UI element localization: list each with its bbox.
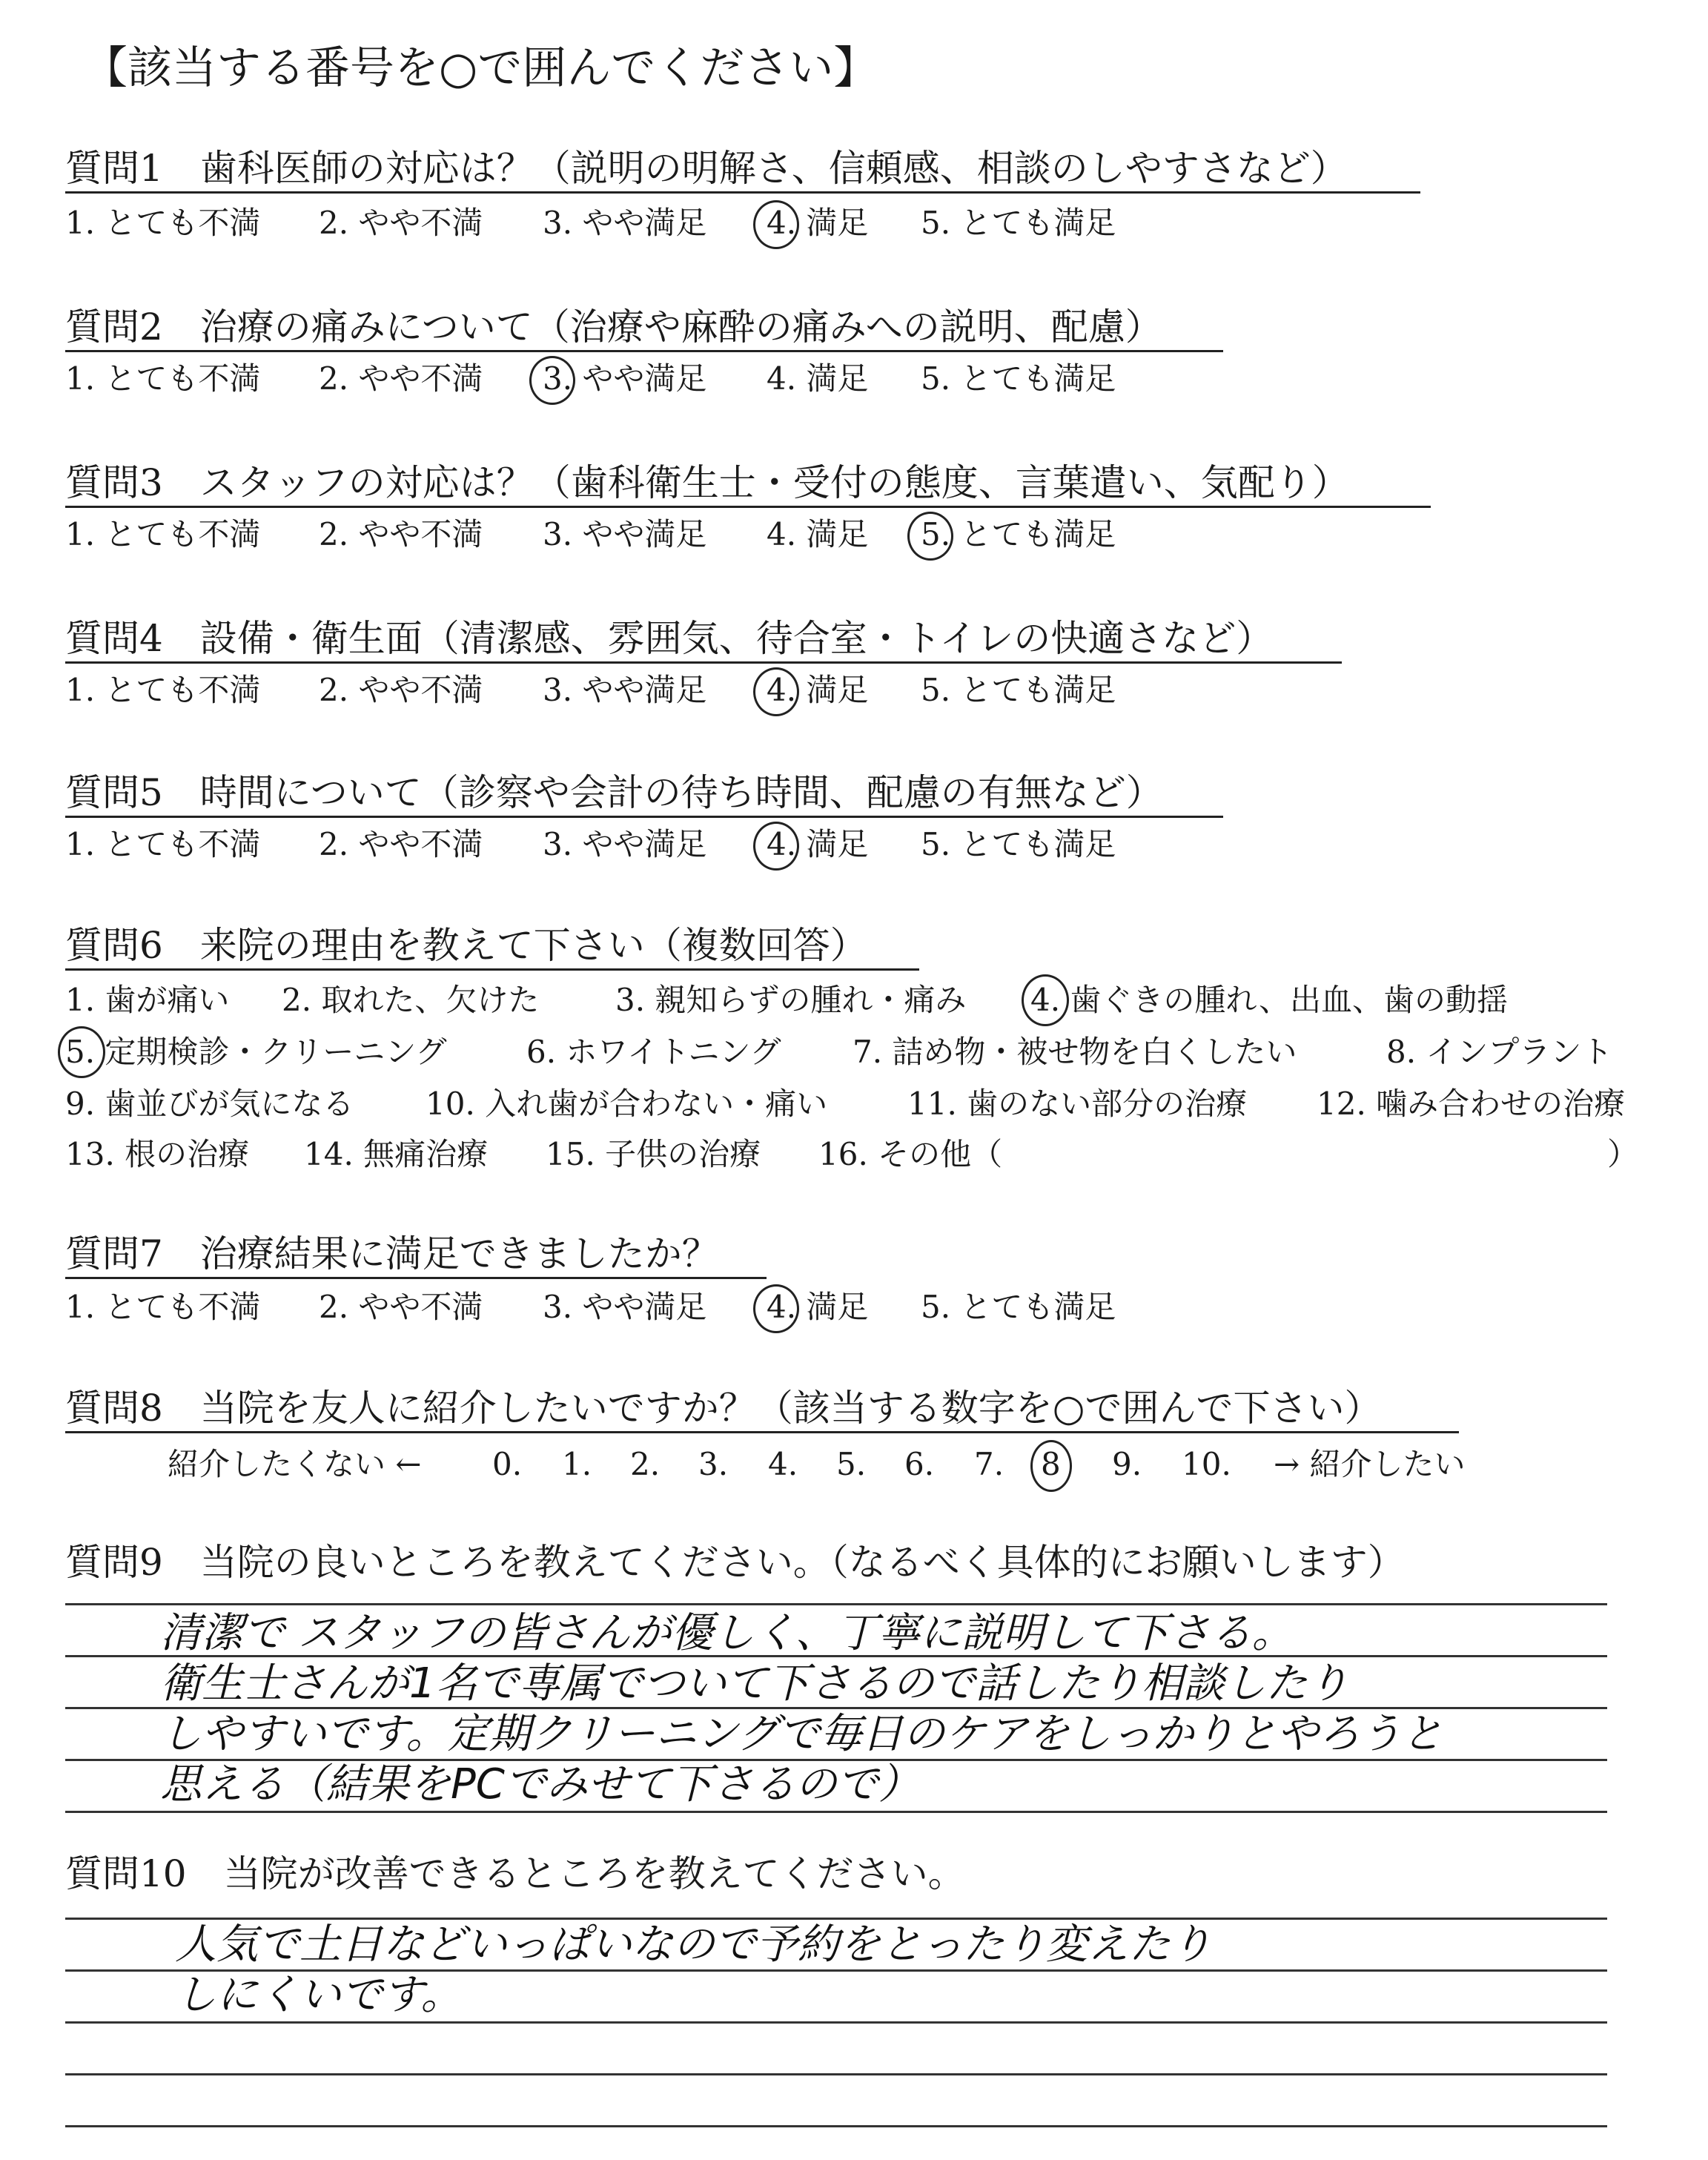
q8-scale-6[interactable]: 6. — [904, 1446, 935, 1482]
q7-option-5[interactable]: 5. とても満足 — [921, 1289, 1116, 1325]
q4-option-4[interactable]: 4. 満足 — [767, 672, 869, 708]
q4-option-5[interactable]: 5. とても満足 — [921, 672, 1116, 708]
question-3-label: 質問3 スタッフの対応は？（歯科衛生士・受付の態度、言葉遣い、気配り） — [65, 461, 1349, 504]
q6-option-9[interactable]: 9. 歯並びが気になる — [65, 1086, 354, 1122]
q4-option-2[interactable]: 2. やや不満 — [319, 672, 483, 708]
q7-option-1[interactable]: 1. とても不満 — [65, 1289, 261, 1325]
q1-selected-circle — [753, 200, 799, 249]
q9-answer-line-4[interactable]: 思える（結果をPCでみせて下さるので） — [160, 1760, 920, 1809]
q6-option-15[interactable]: 15. 子供の治療 — [546, 1136, 761, 1172]
q8-scale-10[interactable]: 10. — [1182, 1446, 1231, 1482]
instruction-heading: 【該当する番号を○で囲んでください】 — [83, 42, 878, 94]
q5-option-4[interactable]: 4. 満足 — [767, 826, 869, 862]
q6-option-2[interactable]: 2. 取れた、欠けた — [282, 982, 540, 1018]
q7-option-4[interactable]: 4. 満足 — [767, 1289, 869, 1325]
q6-other-close-paren: ） — [1607, 1136, 1639, 1172]
q5-selected-circle — [753, 822, 799, 871]
q2-option-4[interactable]: 4. 満足 — [767, 360, 869, 397]
q5-option-5[interactable]: 5. とても満足 — [921, 826, 1116, 862]
question-1-underline — [65, 191, 1420, 194]
q6-option-3[interactable]: 3. 親知らずの腫れ・痛み — [615, 982, 967, 1018]
q6-option-14[interactable]: 14. 無痛治療 — [304, 1136, 489, 1172]
q8-scale-9[interactable]: 9. — [1112, 1446, 1142, 1482]
q8-scale-4[interactable]: 4. — [768, 1446, 798, 1482]
question-4-underline — [65, 661, 1342, 664]
q7-selected-circle — [753, 1284, 799, 1333]
q10-answer-line-2[interactable]: しにくいです。 — [175, 1971, 463, 2019]
q8-scale-5[interactable]: 5. — [836, 1446, 867, 1482]
q1-option-4[interactable]: 4. 満足 — [767, 205, 869, 241]
question-5-underline — [65, 816, 1223, 818]
q9-answer-line-1[interactable]: 清潔で スタッフの皆さんが優しく、丁寧に説明して下さる。 — [160, 1609, 1294, 1657]
q6-option-12[interactable]: 12. 噛み合わせの治療 — [1317, 1086, 1626, 1122]
q6-option-8[interactable]: 8. インプラント — [1386, 1034, 1613, 1070]
q10-rule-3 — [65, 2021, 1607, 2024]
q3-option-3[interactable]: 3. やや満足 — [543, 516, 707, 552]
q6-option-4[interactable]: 4. 歯ぐきの腫れ、出血、歯の動揺 — [1030, 982, 1508, 1018]
q3-selected-circle — [907, 512, 953, 561]
q4-option-1[interactable]: 1. とても不満 — [65, 672, 261, 708]
question-5-label: 質問5 時間について（診察や会計の待ち時間、配慮の有無など） — [65, 771, 1163, 814]
q4-option-3[interactable]: 3. やや満足 — [543, 672, 707, 708]
q8-scale-left-label: 紹介したくない ← — [168, 1446, 422, 1482]
q10-rule-5 — [65, 2125, 1607, 2127]
q5-option-3[interactable]: 3. やや満足 — [543, 826, 707, 862]
question-6-underline — [65, 968, 919, 971]
q5-option-1[interactable]: 1. とても不満 — [65, 826, 261, 862]
q1-option-1[interactable]: 1. とても不満 — [65, 205, 261, 241]
q9-answer-line-3[interactable]: しやすいです。定期クリーニングで毎日のケアをしっかりとやろうと — [160, 1710, 1443, 1758]
q3-option-5[interactable]: 5. とても満足 — [921, 516, 1116, 552]
q6-option-5[interactable]: 5. 定期検診・クリーニング — [65, 1034, 447, 1070]
q2-option-3[interactable]: 3. やや満足 — [543, 360, 707, 397]
question-8-label: 質問8 当院を友人に紹介したいですか？（該当する数字を○で囲んで下さい） — [65, 1387, 1382, 1430]
q2-option-1[interactable]: 1. とても不満 — [65, 360, 261, 397]
question-2-label: 質問2 治療の痛みについて（治療や麻酔の痛みへの説明、配慮） — [65, 305, 1162, 349]
q8-scale-right-label: → 紹介したい — [1274, 1446, 1466, 1482]
q8-selected-circle — [1030, 1440, 1072, 1492]
q9-rule-5 — [65, 1811, 1607, 1813]
q6-selected-circle-5 — [58, 1026, 105, 1078]
q8-scale-0[interactable]: 0. — [492, 1446, 523, 1482]
question-6-label: 質問6 来院の理由を教えて下さい（複数回答） — [65, 924, 867, 967]
q6-option-7[interactable]: 7. 詰め物・被せ物を白くしたい — [853, 1034, 1297, 1070]
q7-option-3[interactable]: 3. やや満足 — [543, 1289, 707, 1325]
q3-option-2[interactable]: 2. やや不満 — [319, 516, 483, 552]
question-1-label: 質問1 歯科医師の対応は？（説明の明解さ、信頼感、相談のしやすさなど） — [65, 147, 1348, 190]
q8-scale-1[interactable]: 1. — [562, 1446, 592, 1482]
question-9-label: 質問9 当院の良いところを教えてください。（なるべく具体的にお願いします） — [65, 1541, 1405, 1584]
q1-option-5[interactable]: 5. とても満足 — [921, 205, 1116, 241]
q8-scale-7[interactable]: 7. — [974, 1446, 1004, 1482]
q10-rule-4 — [65, 2073, 1607, 2075]
q6-option-10[interactable]: 10. 入れ歯が合わない・痛い — [426, 1086, 828, 1122]
q3-option-4[interactable]: 4. 満足 — [767, 516, 869, 552]
q8-scale-8[interactable]: 8 — [1041, 1446, 1061, 1482]
q8-scale-2[interactable]: 2. — [630, 1446, 661, 1482]
q6-option-16[interactable]: 16. その他（ — [818, 1136, 1003, 1172]
q1-option-3[interactable]: 3. やや満足 — [543, 205, 707, 241]
q6-option-6[interactable]: 6. ホワイトニング — [526, 1034, 781, 1070]
question-10-label: 質問10 当院が改善できるところを教えてください。 — [65, 1852, 965, 1895]
q9-rule-1 — [65, 1603, 1607, 1605]
q6-option-1[interactable]: 1. 歯が痛い — [65, 982, 230, 1018]
q3-option-1[interactable]: 1. とても不満 — [65, 516, 261, 552]
q4-selected-circle — [753, 667, 799, 716]
q5-option-2[interactable]: 2. やや不満 — [319, 826, 483, 862]
q8-scale-3[interactable]: 3. — [698, 1446, 729, 1482]
question-7-underline — [65, 1277, 767, 1279]
q6-selected-circle-4 — [1022, 974, 1069, 1026]
question-4-label: 質問4 設備・衛生面（清潔感、雰囲気、待合室・トイレの快適さなど） — [65, 617, 1274, 660]
q2-option-2[interactable]: 2. やや不満 — [319, 360, 483, 397]
q6-option-11[interactable]: 11. 歯のない部分の治療 — [907, 1086, 1248, 1122]
q6-option-13[interactable]: 13. 根の治療 — [65, 1136, 250, 1172]
q10-answer-line-1[interactable]: 人気で土日などいっぱいなので予約をとったり変えたり — [175, 1920, 1212, 1969]
q1-option-2[interactable]: 2. やや不満 — [319, 205, 483, 241]
q2-option-5[interactable]: 5. とても満足 — [921, 360, 1116, 397]
q2-selected-circle — [529, 356, 575, 405]
q7-option-2[interactable]: 2. やや不満 — [319, 1289, 483, 1325]
question-7-label: 質問7 治療結果に満足できましたか？ — [65, 1232, 719, 1275]
question-3-underline — [65, 506, 1431, 508]
question-2-underline — [65, 350, 1223, 352]
q9-answer-line-2[interactable]: 衛生士さんが1名で専属でついて下さるので話したり相談したり — [160, 1659, 1349, 1708]
question-8-underline — [65, 1431, 1459, 1433]
